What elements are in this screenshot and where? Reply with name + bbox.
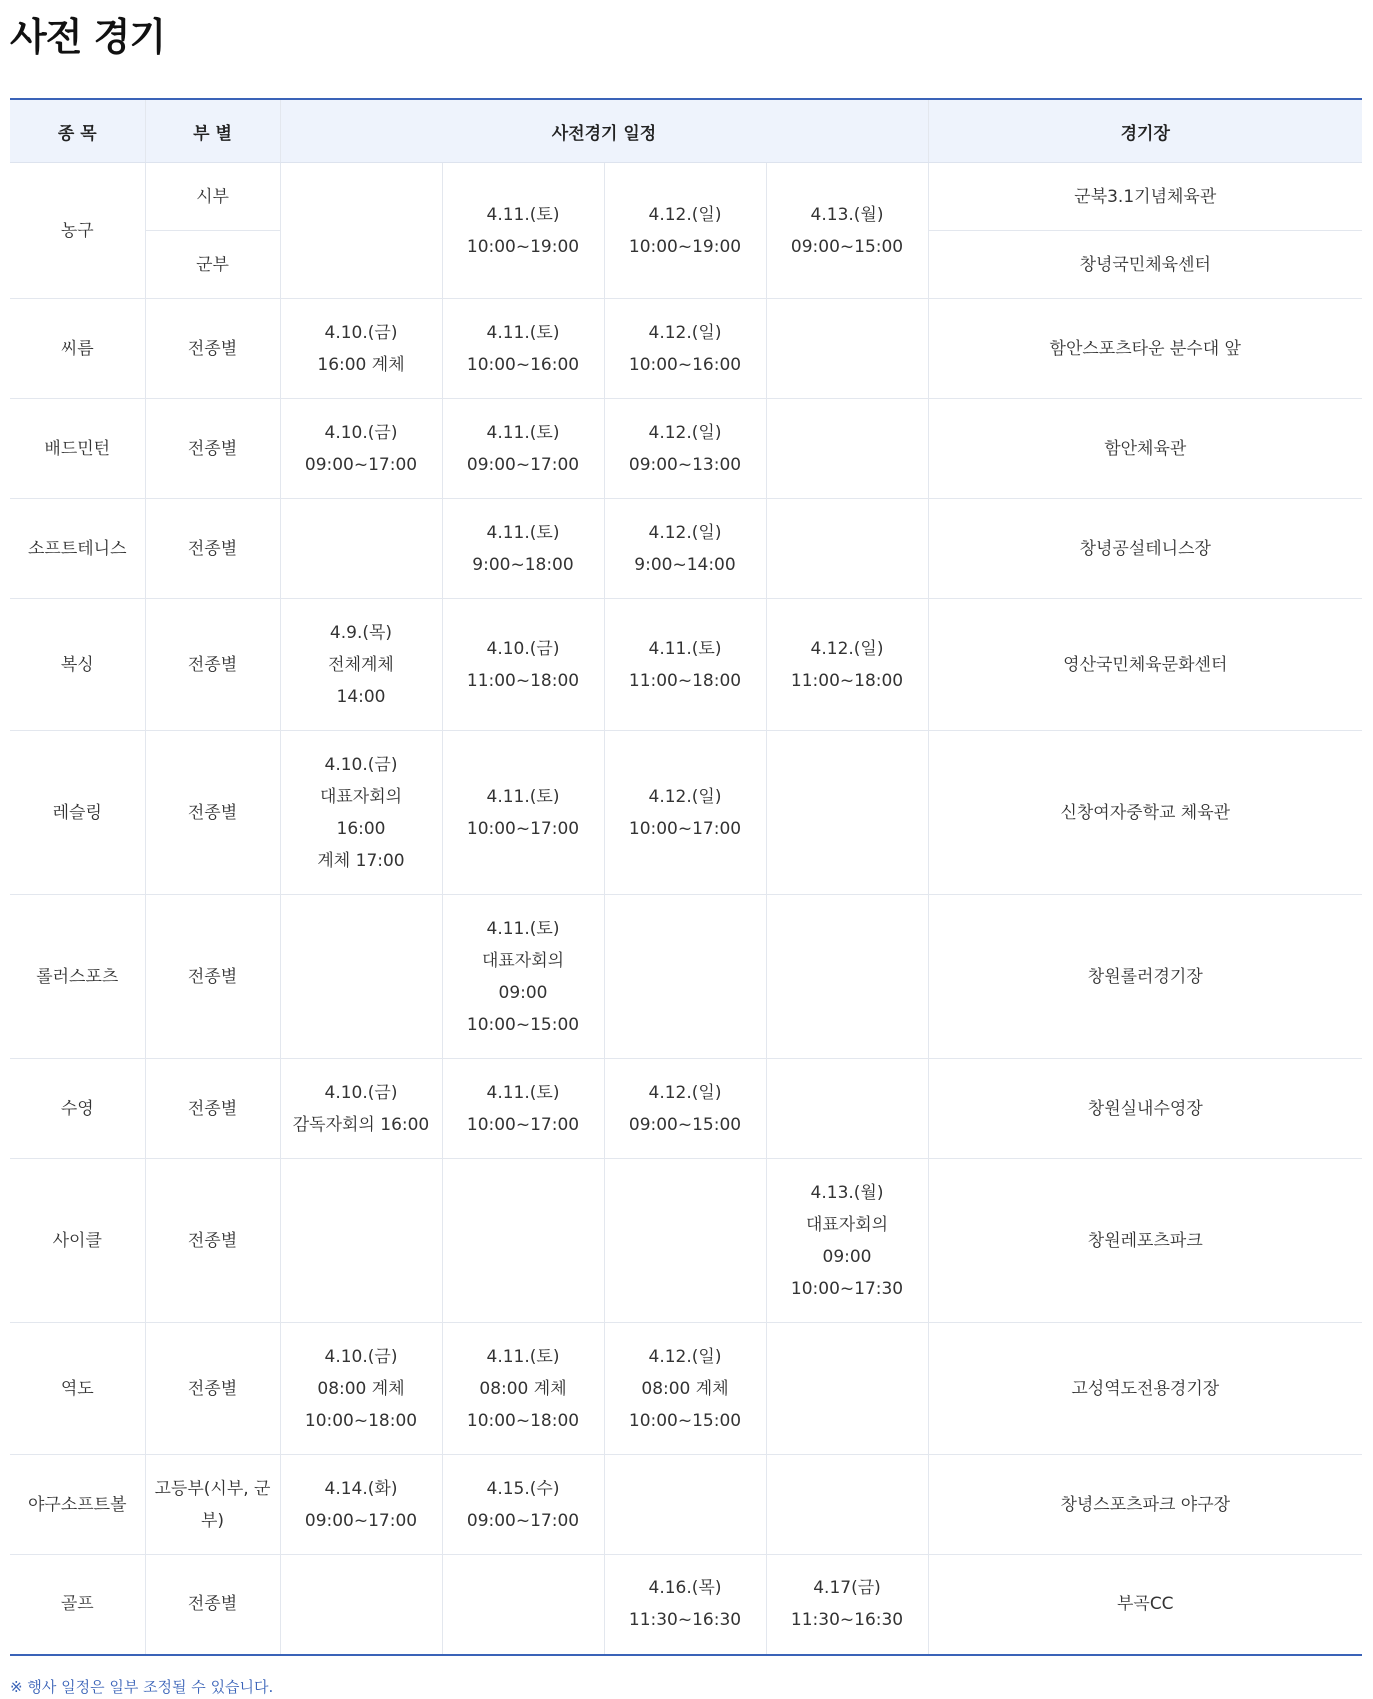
venue-cell: 창원레포츠파크 [928,1159,1362,1323]
header-sport: 종 목 [10,99,145,163]
schedule-cell [766,731,928,895]
schedule-cell: 4.14.(화) 09:00~17:00 [280,1455,442,1555]
schedule-cell: 4.11.(토) 10:00~19:00 [442,163,604,299]
venue-cell: 신창여자중학교 체육관 [928,731,1362,895]
schedule-cell [604,1159,766,1323]
venue-cell: 고성역도전용경기장 [928,1323,1362,1455]
schedule-cell [766,1455,928,1555]
schedule-cell [442,1159,604,1323]
venue-cell: 부곡CC [1116,1594,1174,1615]
schedule-cell: 4.12.(일) 10:00~19:00 [604,163,766,299]
sport-cell: 역도 [10,1323,145,1455]
venue-cell: 창원실내수영장 [928,1059,1362,1159]
table-row [10,1323,1362,1455]
division-cell: 전종별 [145,1059,280,1159]
schedule-cell: 4.15.(수) 09:00~17:00 [442,1455,604,1555]
venue-cell: 군북3.1기념체육관 [928,163,1362,231]
schedule-cell: 4.11.(토) 11:00~18:00 [604,599,766,731]
division-cell: 전종별 [145,1555,280,1655]
division-cell: 전종별 [145,399,280,499]
schedule-cell: 4.11.(토) 10:00~17:00 [442,731,604,895]
sport-cell: 복싱 [10,599,145,731]
sport-cell: 골프 [10,1555,145,1655]
division-cell: 군부 [145,231,280,299]
table-row [10,599,1362,731]
schedule-cell: 4.12.(일) 09:00~15:00 [604,1059,766,1159]
header-schedule: 사전경기 일정 [280,99,928,163]
schedule-cell [766,1059,928,1159]
schedule-cell: 4.11.(토) 09:00~17:00 [442,399,604,499]
header-row [10,99,1362,163]
footnote: ※ 행사 일정은 일부 조정될 수 있습니다. [10,1678,274,1696]
table-row [10,731,1362,895]
schedule-cell [442,1555,604,1655]
schedule-cell: 4.13.(월) 09:00~15:00 [766,163,928,299]
schedule-cell [766,1323,928,1455]
header-division: 부 별 [145,99,280,163]
schedule-cell [280,1555,442,1655]
sport-cell: 롤러스포츠 [10,895,145,1059]
division-cell: 전종별 [145,299,280,399]
schedule-cell: 4.11.(토) 08:00 계체 10:00~18:00 [442,1323,604,1455]
schedule-cell: 4.12.(일) 09:00~13:00 [604,399,766,499]
sport-cell: 사이클 [10,1159,145,1323]
schedule-cell: 4.12.(일) 9:00~14:00 [604,499,766,599]
schedule-cell: 4.10.(금) 감독자회의 16:00 [280,1059,442,1159]
sport-cell: 배드민턴 [10,399,145,499]
sport-cell: 씨름 [10,299,145,399]
division-cell: 전종별 [145,599,280,731]
schedule-cell: 4.10.(금) 대표자회의 16:00 계체 17:00 [280,731,442,895]
schedule-cell [280,499,442,599]
schedule-cell [280,1159,442,1323]
venue-cell: 창원롤러경기장 [928,895,1362,1059]
schedule-cell [766,299,928,399]
schedule-cell: 4.10.(금) 09:00~17:00 [280,399,442,499]
sport-cell: 레슬링 [10,731,145,895]
schedule-cell: 4.12.(일) 08:00 계체 10:00~15:00 [604,1323,766,1455]
venue-cell: 함안스포츠타운 분수대 앞 [928,299,1362,399]
schedule-cell: 4.11.(토) 대표자회의 09:00 10:00~15:00 [442,895,604,1059]
venue-cell: 창녕스포츠파크 야구장 [928,1455,1362,1555]
schedule-cell: 4.10.(금) 08:00 계체 10:00~18:00 [280,1323,442,1455]
schedule-cell: 4.17(금) 11:30~16:30 [766,1555,928,1655]
schedule-cell: 4.13.(월) 대표자회의 09:00 10:00~17:30 [766,1159,928,1323]
division-cell: 고등부(시부, 군 부) [145,1455,280,1555]
schedule-cell [604,895,766,1059]
table-row [10,1059,1362,1159]
schedule-cell [280,895,442,1059]
schedule-cell: 4.11.(토) 9:00~18:00 [442,499,604,599]
schedule-cell: 4.11.(토) 10:00~17:00 [442,1059,604,1159]
sport-cell: 야구소프트볼 [10,1455,145,1555]
schedule-cell: 4.16.(목) 11:30~16:30 [604,1555,766,1655]
venue-cell: 창녕국민체육센터 [928,231,1362,299]
schedule-cell: 4.9.(목) 전체계체 14:00 [280,599,442,731]
schedule-cell: 4.10.(금) 16:00 계체 [280,299,442,399]
division-cell: 전종별 [145,895,280,1059]
venue-cell: 영산국민체육문화센터 [928,599,1362,731]
schedule-table [10,98,1362,1656]
table-row [10,1555,1362,1655]
division-cell: 전종별 [145,1323,280,1455]
schedule-cell [766,499,928,599]
schedule-cell: 4.12.(일) 10:00~16:00 [604,299,766,399]
sport-cell: 농구 [10,163,145,299]
schedule-cell: 4.12.(일) 11:00~18:00 [766,599,928,731]
table-row [10,163,1362,231]
schedule-cell [766,895,928,1059]
schedule-cell: 4.12.(일) 10:00~17:00 [604,731,766,895]
table-row [10,1455,1362,1555]
sport-cell: 소프트테니스 [10,499,145,599]
table-row [10,499,1362,599]
venue-cell: 창녕공설테니스장 [928,499,1362,599]
division-cell: 전종별 [145,499,280,599]
division-cell: 전종별 [145,1159,280,1323]
schedule-cell [766,399,928,499]
division-cell: 시부 [145,163,280,231]
schedule-cell [604,1455,766,1555]
schedule-cell: 4.10.(금) 11:00~18:00 [442,599,604,731]
table-row [10,299,1362,399]
page-title: 사전 경기 [10,15,166,59]
table-row [10,399,1362,499]
schedule-cell [280,163,442,299]
table-row [10,895,1362,1059]
schedule-cell: 4.11.(토) 10:00~16:00 [442,299,604,399]
table-row [10,1159,1362,1323]
sport-cell: 수영 [10,1059,145,1159]
division-cell: 전종별 [145,731,280,895]
venue-cell: 함안체육관 [928,399,1362,499]
header-venue: 경기장 [928,99,1362,163]
